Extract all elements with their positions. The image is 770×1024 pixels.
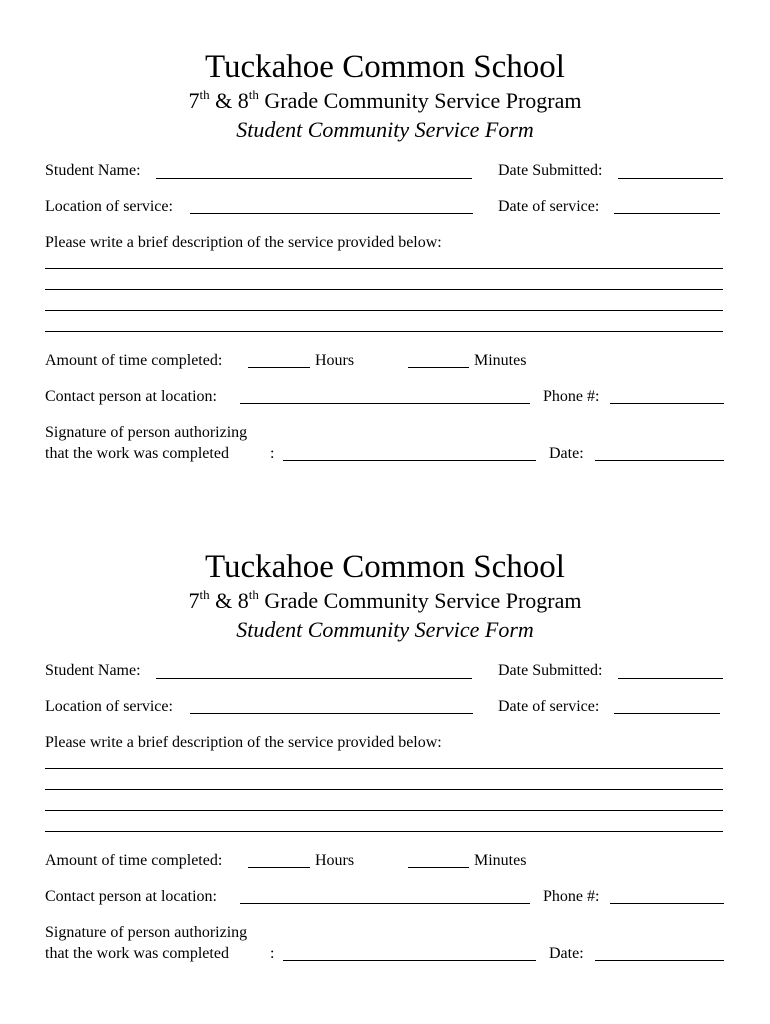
minutes-label: Minutes	[474, 852, 527, 869]
hours-field[interactable]	[248, 367, 310, 368]
contact-field[interactable]	[240, 403, 530, 404]
school-name: Tuckahoe Common School	[205, 49, 565, 85]
minutes-field[interactable]	[408, 367, 469, 368]
date-of-service-label: Date of service:	[498, 698, 600, 715]
school-name: Tuckahoe Common School	[205, 549, 565, 585]
date-submitted-field[interactable]	[618, 178, 723, 179]
description-label: Please write a brief description of the service provided below:	[45, 234, 442, 251]
time-label: Amount of time completed:	[45, 352, 223, 369]
description-line-3[interactable]	[45, 810, 723, 811]
description-line-2[interactable]	[45, 289, 723, 290]
signature-field[interactable]	[283, 460, 536, 461]
date-field[interactable]	[595, 460, 724, 461]
date-of-service-field[interactable]	[614, 713, 720, 714]
contact-field[interactable]	[240, 903, 530, 904]
date-submitted-label: Date Submitted:	[498, 662, 603, 679]
location-field[interactable]	[190, 713, 473, 714]
signature-label-line1: Signature of person authorizing	[45, 924, 248, 941]
student-name-field[interactable]	[156, 178, 472, 179]
form-title: Student Community Service Form	[236, 617, 534, 642]
description-label: Please write a brief description of the service provided below:	[45, 734, 442, 751]
student-name-field[interactable]	[156, 678, 472, 679]
phone-field[interactable]	[610, 903, 724, 904]
minutes-field[interactable]	[408, 867, 469, 868]
signature-colon: :	[270, 945, 275, 962]
signature-label-line2: that the work was completed	[45, 945, 229, 962]
signature-label-line1: Signature of person authorizing	[45, 424, 248, 441]
time-label: Amount of time completed:	[45, 852, 223, 869]
date-of-service-label: Date of service:	[498, 198, 600, 215]
student-name-label: Student Name:	[45, 162, 141, 179]
phone-label: Phone #:	[543, 388, 600, 405]
signature-colon: :	[270, 445, 275, 462]
date-submitted-label: Date Submitted:	[498, 162, 603, 179]
contact-label: Contact person at location:	[45, 888, 217, 905]
description-line-1[interactable]	[45, 268, 723, 269]
service-form-1	[0, 0, 770, 500]
program-title: 7th & 8th Grade Community Service Program	[188, 587, 582, 613]
phone-field[interactable]	[610, 403, 724, 404]
date-label: Date:	[549, 445, 584, 462]
description-line-3[interactable]	[45, 310, 723, 311]
signature-field[interactable]	[283, 960, 536, 961]
location-label: Location of service:	[45, 698, 173, 715]
date-field[interactable]	[595, 960, 724, 961]
form-title: Student Community Service Form	[236, 117, 534, 142]
description-line-1[interactable]	[45, 768, 723, 769]
hours-label: Hours	[315, 352, 355, 369]
hours-field[interactable]	[248, 867, 310, 868]
date-label: Date:	[549, 945, 584, 962]
description-line-4[interactable]	[45, 331, 723, 332]
description-line-4[interactable]	[45, 831, 723, 832]
phone-label: Phone #:	[543, 888, 600, 905]
minutes-label: Minutes	[474, 352, 527, 369]
student-name-label: Student Name:	[45, 662, 141, 679]
hours-label: Hours	[315, 852, 355, 869]
signature-label-line2: that the work was completed	[45, 445, 229, 462]
description-line-2[interactable]	[45, 789, 723, 790]
date-of-service-field[interactable]	[614, 213, 720, 214]
program-title: 7th & 8th Grade Community Service Program	[188, 87, 582, 113]
location-label: Location of service:	[45, 198, 173, 215]
service-form-2	[0, 500, 770, 1000]
contact-label: Contact person at location:	[45, 388, 217, 405]
date-submitted-field[interactable]	[618, 678, 723, 679]
location-field[interactable]	[190, 213, 473, 214]
